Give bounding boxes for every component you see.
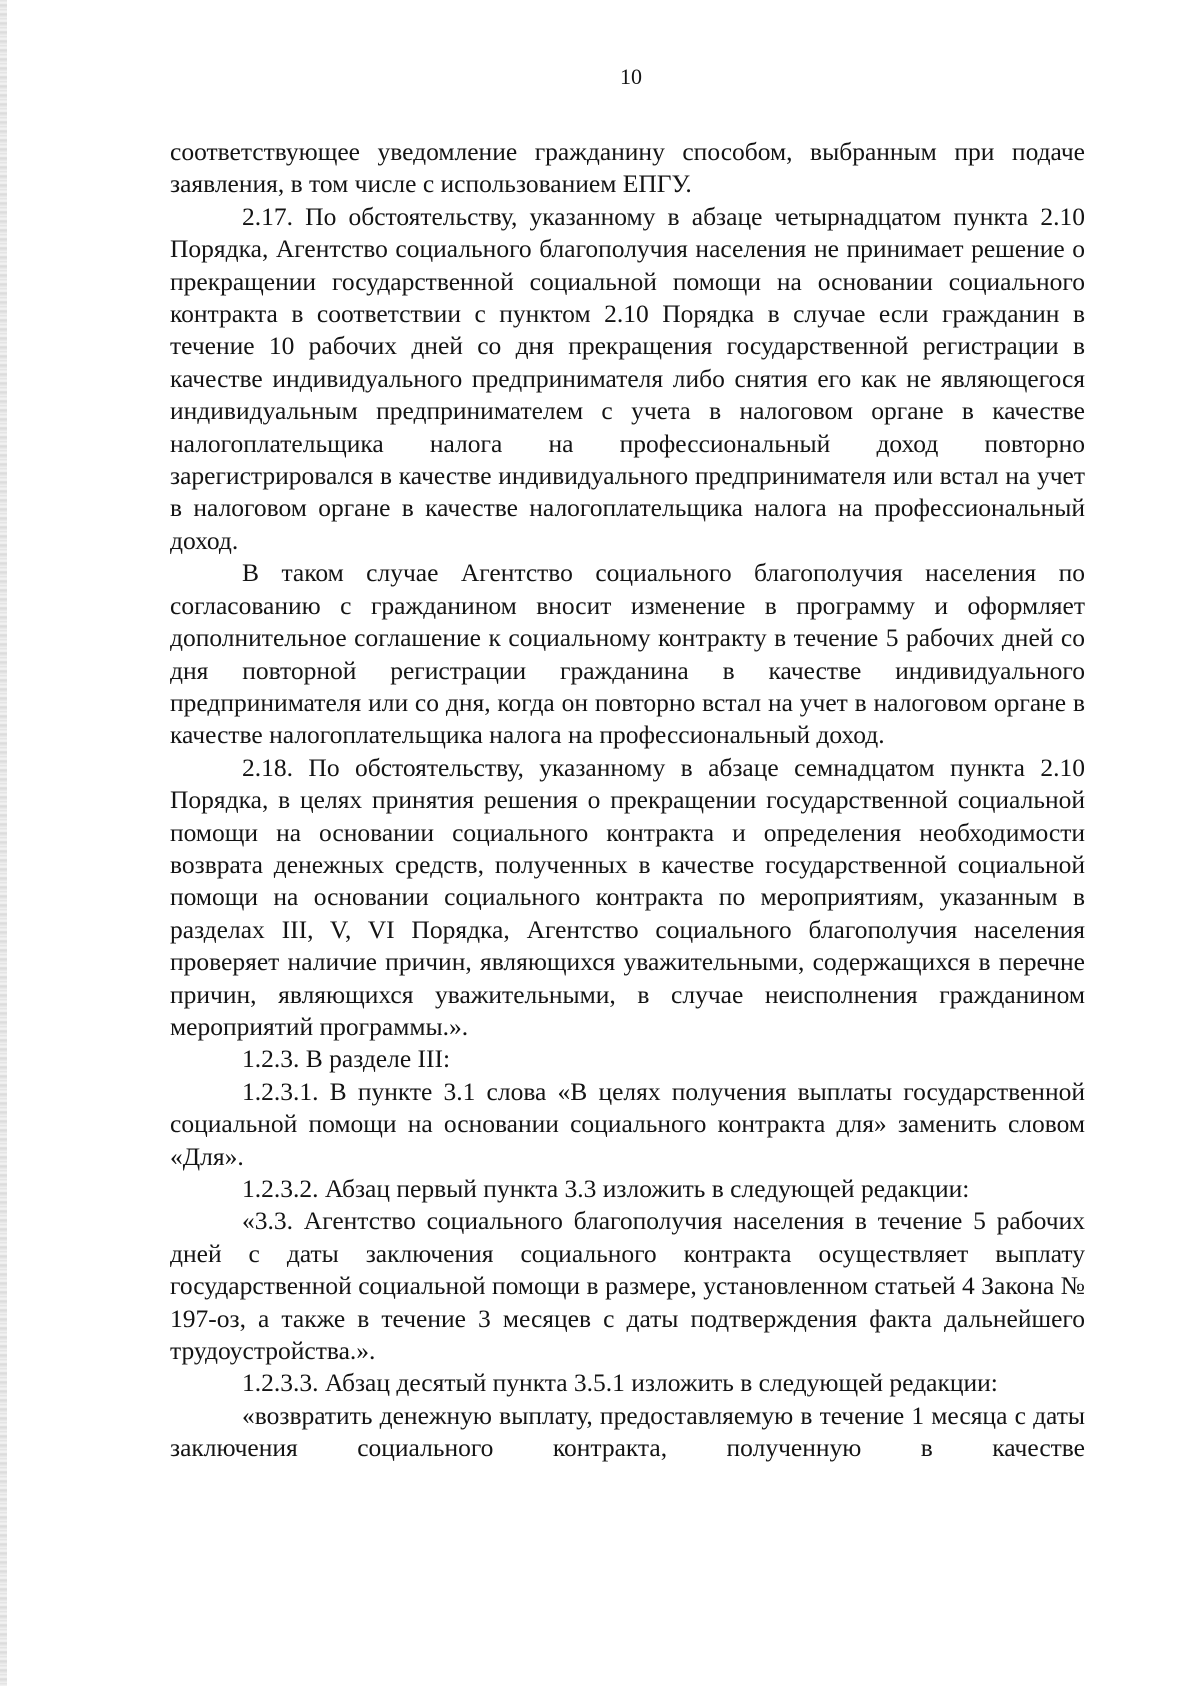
paragraph-2-17: 2.17. По обстоятельству, указанному в абзаце четырнадцатом пункта 2.10 Порядка, Агентство социального благополучия населения не принимает решение о прекращении государственной социальной помощи на основании социального контракта в соответствии с пунктом 2.10 Порядка в случае если гражданин в течение 10 рабочих дней со дня прекращения государственной регистрации в качестве индивидуального предпринимателя либо снятия его как не являющегося индивидуальным предпринимателем с учета в налоговом органе в качестве налогоплательщика налога на профессиональный доход повторно зарегистрировался в качестве индивидуального предпринимателя или встал на учет в налоговом органе в качестве налогоплательщика налога на профессиональный доход. <box>170 201 1085 555</box>
paragraph-1-2-3-1: 1.2.3.1. В пункте 3.1 слова «В целях получения выплаты государственной социальной помощи на основании социального контракта для» заменить словом «Для». <box>170 1076 1085 1171</box>
page-number: 10 <box>620 64 642 89</box>
paragraph-2-17-addendum: В таком случае Агентство социального благополучия населения по согласованию с гражданином вносит изменение в программу и оформляет дополнительное соглашение к социальному контракту в течение 5 рабочих дней со дня повторной регистрации гражданина в качестве индивидуального предпринимателя или со дня, когда он повторно встал на учет в налоговом органе в качестве налогоплательщика налога на профессиональный доход. <box>170 558 1085 750</box>
paragraph-2-18: 2.18. По обстоятельству, указанному в абзаце семнадцатом пункта 2.10 Порядка, в целях принятия решения о прекращении государственной социальной помощи на основании социального контракта и определения необходимости возврата денежных средств, полученных в качестве государственной социальной помощи на основании социального контракта по мероприятиям, указанным в разделах III, V, VI Порядка, Агентство социального благополучия населения проверяет наличие причин, являющихся уважительными, содержащихся в перечне причин, являющихся уважительными, в случае неисполнения гражданином мероприятий программы.». <box>170 752 1085 1041</box>
document-body <box>170 136 1085 1465</box>
paragraph-1-2-3-2: 1.2.3.2. Абзац первый пункта 3.3 изложить в следующей редакции: <box>242 1174 970 1203</box>
scan-edge <box>0 0 7 1686</box>
paragraph-1-2-3-3: 1.2.3.3. Абзац десятый пункта 3.5.1 изложить в следующей редакции: <box>242 1368 998 1398</box>
paragraph-1-2-3: 1.2.3. В разделе III: <box>242 1044 451 1074</box>
paragraph-3-3-quote: «3.3. Агентство социального благополучия населения в течение 5 рабочих дней с даты заключения социального контракта осуществляет выплату государственной социальной помощи в размере, установленном статьей 4 Закона № 197-оз, а также в течение 3 месяцев с даты подтверждения факта дальнейшего трудоустройства.». <box>170 1206 1085 1366</box>
paragraph-continuation: соответствующее уведомление гражданину способом, выбранным при подаче заявления, в том числе с использованием ЕПГУ. <box>170 137 1085 199</box>
paragraph-return-quote: «возвратить денежную выплату, предоставляемую в течение 1 месяца с даты заключения социального контракта, полученную в качестве <box>170 1400 1085 1463</box>
